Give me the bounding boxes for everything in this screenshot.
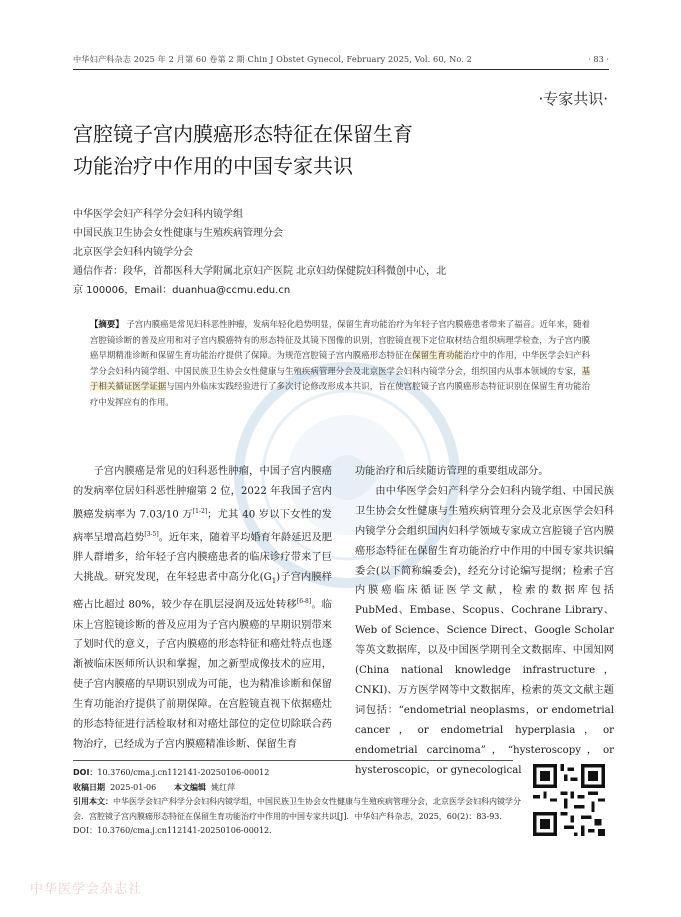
author-org-1: 中华医学会妇产科学分会妇科内镜学组	[73, 209, 243, 220]
body-column-left	[73, 462, 332, 755]
author-org-3: 北京医学会妇科内镜学分会	[73, 247, 193, 258]
abstract-text-1: 子宫内膜癌是常见妇科恶性肿瘤，发病年轻化趋势明显，保留生育功能治疗为年轻子宫内膜癌患者带来了福音。近年来，随着宫腔镜诊断的普及应用和对子宫内膜癌特有的形态特征及其镜下图像的识别，宫腔镜直视下定位取材结合组织病理学检查，为子宫内膜癌早期精准诊断和保留生育功能治疗提供了保障。为规范宫腔镜子宫内膜癌形态特征在	[90, 319, 590, 361]
author-block	[73, 205, 533, 300]
section-label: ·专家共识·	[538, 90, 608, 108]
citation: [6-8]	[296, 598, 312, 606]
corresponding-author: 通信作者：段华，首都医科大学附属北京妇产医院 北京妇幼保健院妇科微创中心，北	[73, 266, 447, 277]
abstract-highlight-2: 基于相关循证医学证据	[90, 365, 590, 392]
citation: [3-5]	[144, 531, 159, 539]
corresponding-email: 京 100006，Email：duanhua@ccmu.edu.cn	[73, 285, 291, 296]
body-paragraph: 子宫内膜癌是常见的妇科恶性肿瘤，中国子宫内膜癌的发病率位居妇科恶性肿瘤第 2 位，2022 年我国子宫内膜癌发病率为 7.03/10 万[1-2]；尤其 40 岁以下女性的发病率呈增高趋势[3-5]。近年来，随着平均婚育年龄延迟及肥胖人群增多，给年轻子宫内膜癌患者的临床诊疗带来了巨大挑战。研究发现，在年轻患者中高分化$(G_1)$子宫内膜样癌占比超过 80%，较少存在肌层浸润及远处转移[6-8]。临床上宫腔镜诊断的普及应用为子宫内膜癌的早期识别带来了划时代的意义，子宫内膜癌的形态特征和癌灶特点也逐渐被临床医师所认识和掌握，加之新型成像技术的应用，使子宫内膜癌的早期识别成为可能，也为精准诊断和保留生育功能治疗提供了前期保障。在宫腔镜直视下依据癌灶的形态特征进行活检取材和对癌灶部位的定位切除联合药物治疗，已经成为子宫内膜癌精准诊断、保留生育	[73, 466, 332, 750]
article-footer	[73, 766, 523, 839]
editor-label: 本文编辑	[174, 782, 207, 792]
abstract-label: 【摘要】	[90, 319, 124, 329]
editor-name: 姚红萍	[211, 782, 236, 792]
article-title	[73, 118, 553, 182]
author-org-2: 中国民族卫生协会女性健康与生殖疾病管理分会	[73, 228, 283, 239]
page-number: · 83 ·	[588, 54, 609, 64]
title-line-2: 功能治疗中作用的中国专家共识	[73, 154, 353, 178]
doi-link[interactable]: 10.3760/cma.j.cn112141-20250106-00012	[97, 768, 270, 777]
cite-label: 引用本文：	[73, 797, 113, 807]
running-head: 中华妇产科杂志 2025 年 2 月第 60 卷第 2 期 Chin J Obstet Gynecol, February 2025, Vol. 60, No. 2	[73, 54, 472, 64]
received-label: 收稿日期	[73, 782, 105, 792]
body-paragraph: 由中华医学会妇产科学分会妇科内镜学组、中国民族卫生协会女性健康与生殖疾病管理分会及北京医学会妇科内镜学分会组织国内妇科学领域专家成立宫腔镜子宫内膜癌形态特征在保留生育功能治疗中作用的中国专家共识编委会(以下简称编委会)，经充分讨论编写提纲；检索子宫内膜癌临床循证医学文献，检索的数据库包括 PubMed、Embase、Scopus、Cochrane Library、Web of Science、Science Direct、Google Scholar 等英文数据库，以及中国医学期刊全文数据库、中国知网(China national knowledge infrastructure，CNKI)、万方医学网等中文数据库，检索的英文文献主题词包括：“endometrial neoplasms，or endometrial cancer，or endometrial hyperplasia，or endometrial carcinoma”，“hysteroscopy，or hysteroscopic，or gynecological	[355, 485, 614, 776]
abstract-text-2: 治疗中的作用，中华医学会妇产科学分会妇科内镜学组、中国民族卫生协会女性健康与生殖疾病管理分会及北京医学会妇科内镜学分会，组织国内从事本领域的专家，	[90, 350, 591, 376]
abstract-text-3: 与国内外临床实践经验进行了多次讨论修改形成本共识，旨在使宫腔镜子宫内膜癌形态特征识别在保留生育功能治疗中发挥应有的作用。	[90, 381, 591, 407]
doi-label: DOI：	[73, 768, 98, 777]
received-date: 2025-01-06	[110, 782, 157, 792]
citation-text: 中华医学会妇产科学分会妇科内镜学组，中国民族卫生协会女性健康与生殖疾病管理分会，北京医学会妇科内镜学分会．宫腔镜子宫内膜癌形态特征在保留生育功能治疗中作用的中国专家共识[J]．中华妇产科杂志，2025，60(2)：83-93．DOI：10.3760/cma.j.cn112141-20250106-00012.	[73, 797, 521, 836]
publisher-watermark: 中华医学会杂志社	[30, 882, 143, 897]
citation: [1-2]	[192, 507, 208, 515]
qr-code-icon	[533, 764, 605, 836]
body-paragraph: 功能治疗和后续随访管理的重要组成部分。	[355, 466, 549, 477]
body-column-right	[355, 462, 614, 781]
abstract-highlight-1: 保留生育功能	[412, 350, 463, 361]
footer-rule	[73, 760, 513, 761]
header-rule	[73, 69, 609, 70]
title-line-1: 宫腔镜子宫内膜癌形态特征在保留生育	[73, 122, 413, 146]
abstract	[90, 317, 590, 411]
